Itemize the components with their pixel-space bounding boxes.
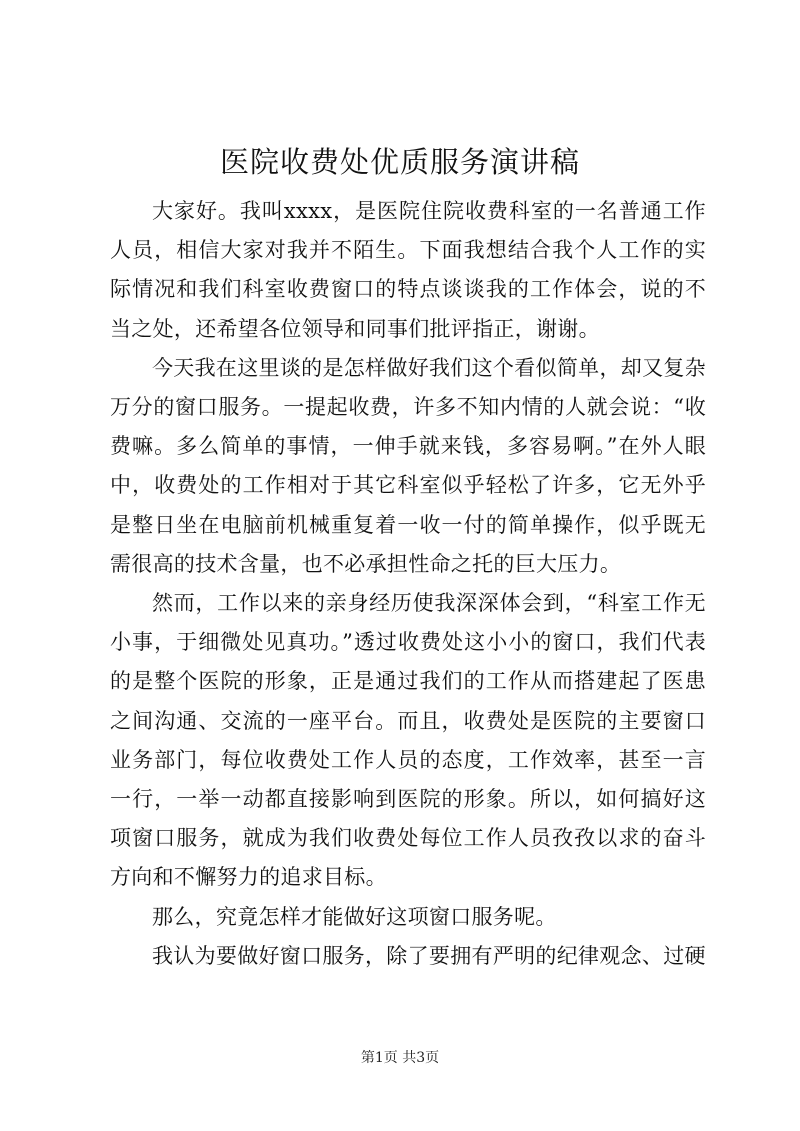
paragraph: 大家好。我叫xxxx，是医院住院收费科室的一名普通工作人员，相信大家对我并不陌生。下面我想结合我个人工作的实际情况和我们科室收费窗口的特点谈谈我的工作体会，说的不当之处，还希望各位领导和同事们批评指正，谢谢。 <box>110 199 706 341</box>
document-title: 医院收费处优质服务演讲稿 <box>219 145 580 179</box>
paragraph: 我认为要做好窗口服务，除了要拥有严明的纪律观念、过硬 <box>152 943 706 968</box>
page-number-footer: 第1页 共3页 <box>360 1050 440 1066</box>
document-body <box>110 192 706 976</box>
paragraph: 今天我在这里谈的是怎样做好我们这个看似简单，却又复杂万分的窗口服务。一提起收费，许多不知内情的人就会说：“收费嘛。多么简单的事情，一伸手就来钱，多容易啊。”在外人眼中，收费处的工作相对于其它科室似乎轻松了许多，它无外乎是整日坐在电脑前机械重复着一收一付的简单操作，似乎既无需很高的技术含量，也不必承担性命之托的巨大压力。 <box>110 355 706 576</box>
paragraph: 那么，究竟怎样才能做好这项窗口服务呢。 <box>152 904 557 929</box>
paragraph: 然而，工作以来的亲身经历使我深深体会到，“科室工作无小事，于细微处见真功。”透过收费处这小小的窗口，我们代表的是整个医院的形象，正是通过我们的工作从而搭建起了医患之间沟通、交流的一座平台。而且，收费处是医院的主要窗口业务部门，每位收费处工作人员的态度，工作效率，甚至一言一行，一举一动都直接影响到医院的形象。所以，如何搞好这项窗口服务，就成为我们收费处每位工作人员孜孜以求的奋斗方向和不懈努力的追求目标。 <box>110 591 706 890</box>
